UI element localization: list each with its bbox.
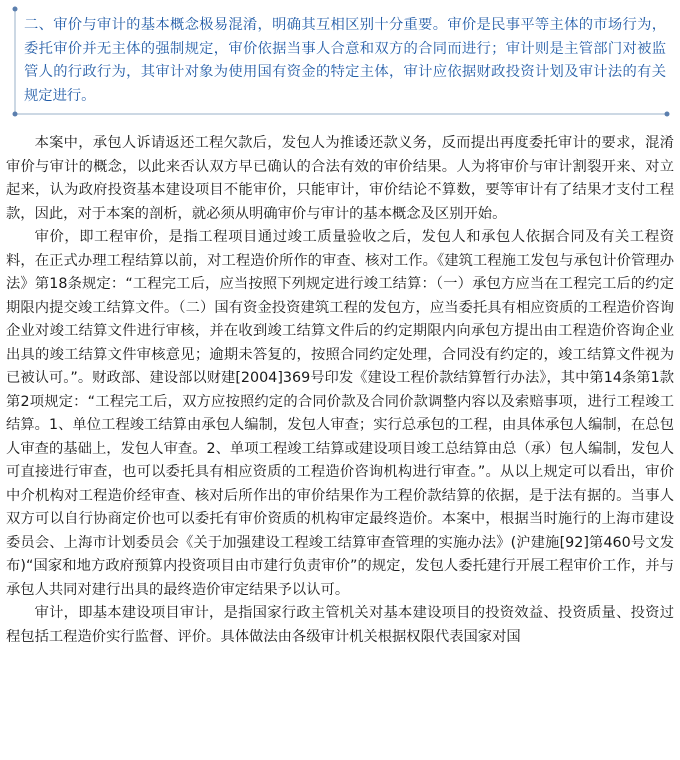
- paragraph-audit: 审计，即基本建设项目审计，是指国家行政主管机关对基本建设项目的投资效益、投资质量、投资过程包括工程造价实行监督、评价。具体做法由各级审计机关根据权限代表国家对国: [6, 605, 674, 645]
- paragraph-case-analysis: 本案中，承包人诉请返还工程欠款后，发包人为推诿还款义务，反而提出再度委托审计的要求，混淆审价与审计的概念，以此来否认双方早已确认的合法有效的审价结果。人为将审价与审计割裂开来、对立起来，认为政府投资基本建设项目不能审价，只能审计，审价结论不算数，要等审计有了结果才支付工程款，因此，对于本案的剖析，就必须从明确审价与审计的基本概念及区别开始。: [6, 135, 674, 222]
- paragraph-audit-pricing: 审价，即工程审价，是指工程项目通过竣工质量验收之后，发包人和承包人依据合同及有关工程资料，在正式办理工程结算以前，对工程造价所作的审查、核对工作。《建筑工程施工发包与承包计价管理办法》第18条规定：“工程完工后，应当按照下列规定进行竣工结算：（一）承包方应当在工程完工后的约定期限内提交竣工结算文件。（二）国有资金投资建筑工程的发包方，应当委托具有相应资质的工程造价咨询企业对竣工结算文件进行审核，并在收到竣工结算文件后的约定期限内向承包方提出由工程造价咨询企业出具的竣工结算文件审核意见；逾期未答复的，按照合同约定处理，合同没有约定的，竣工结算文件视为已被认可。”。财政部、建设部以财建[2004]369号印发《建设工程价款结算暂行办法》，其中第14条第1款第2项规定：“工程完工后，双方应按照约定的合同价款及合同价款调整内容以及索赔事项，进行工程竣工结算。1、单位工程竣工结算由承包人编制，发包人审查；实行总承包的工程，由具体承包人编制，在总包人审查的基础上，发包人审查。2、单项工程竣工结算或建设项目竣工总结算由总（承）包人编制，发包人可直接进行审查，也可以委托具有相应资质的工程造价咨询机构进行审查。”。从以上规定可以看出，审价中介机构对工程造价经审查、核对后所作出的审价结果作为工程价款结算的依据，是于法有据的。当事人双方可以自行协商定价也可以委托有审价资质的机构审定最终造价。本案中，根据当时施行的上海市建设委员会、上海市计划委员会《关于加强建设工程竣工结算审查管理的实施办法》(沪建施[92]第460号文发布)“国家和地方政府预算内投资项目由市建行负责审价”的规定，发包人委托建行开展工程审价工作，并与承包人共同对建行出具的最终造价审定结果予以认可。: [6, 229, 674, 598]
- highlight-callout: [12, 6, 672, 119]
- frame-dot-bottom-right: [665, 112, 670, 117]
- callout-text: 二、审价与审计的基本概念极易混淆，明确其互相区别十分重要。审价是民事平等主体的市场行为，委托审价并无主体的强制规定，审价依据当事人合意和双方的合同而进行；审计则是主管部门对被监管人的行政行为，其审计对象为使用国有资金的特定主体，审计应依据财政投资计划及审计法的有关规定进行。: [24, 17, 666, 104]
- article-body: [6, 132, 674, 649]
- frame-dot-top: [13, 7, 18, 12]
- frame-dot-bottom-left: [13, 112, 18, 117]
